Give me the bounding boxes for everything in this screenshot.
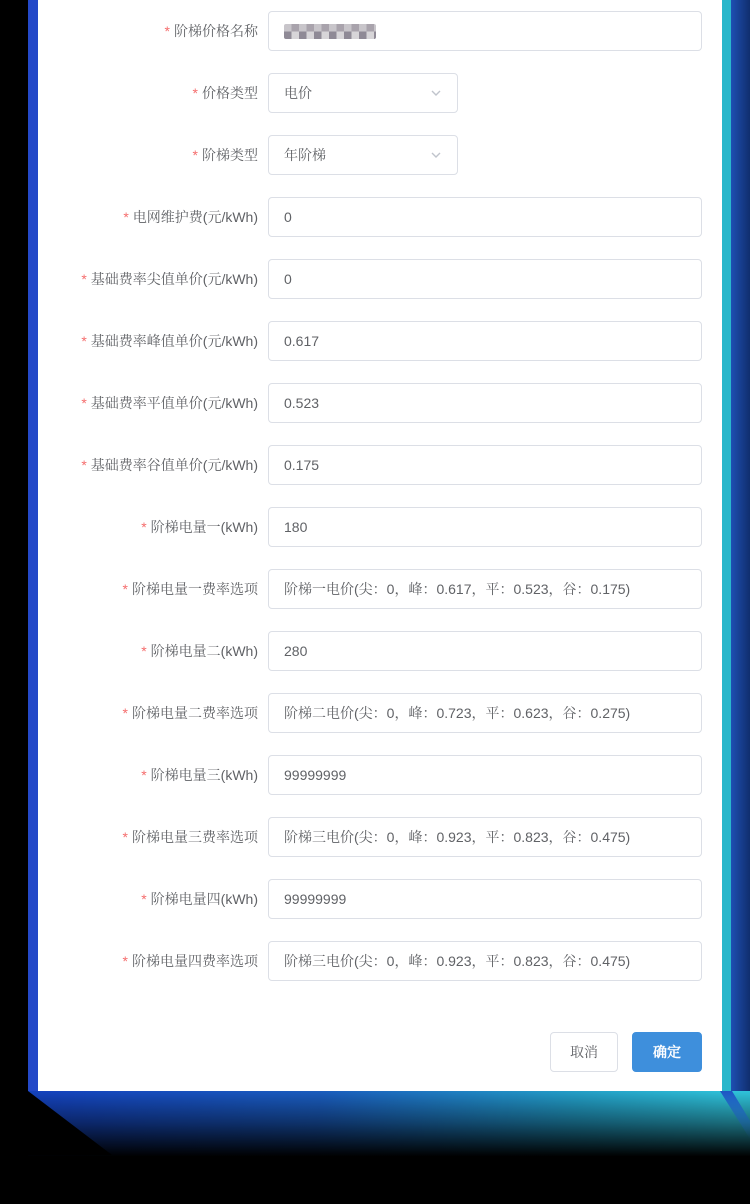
field-label-wrap xyxy=(38,135,258,175)
field-label: 价格类型 xyxy=(202,85,258,101)
input-value: 0.523 xyxy=(284,395,320,411)
field-label-wrap xyxy=(38,321,258,361)
text-input[interactable] xyxy=(268,321,702,361)
text-input[interactable] xyxy=(268,879,702,919)
required-asterisk: * xyxy=(192,147,198,163)
required-asterisk: * xyxy=(122,829,128,845)
input-value: 0 xyxy=(284,271,292,287)
required-asterisk: * xyxy=(81,333,87,349)
text-input[interactable] xyxy=(268,383,702,423)
input-value: 0 xyxy=(284,209,292,225)
field-label: 阶梯价格名称 xyxy=(174,23,258,39)
frame-right-cyan-strip xyxy=(722,0,731,1091)
field-label: 基础费率谷值单价(元/kWh) xyxy=(90,457,258,473)
field-label-wrap xyxy=(38,73,258,113)
field-row xyxy=(38,383,722,423)
field-row xyxy=(38,259,722,299)
field-row xyxy=(38,135,722,175)
field-row xyxy=(38,941,722,981)
field-label: 阶梯类型 xyxy=(202,147,258,163)
select-input[interactable] xyxy=(268,73,458,113)
field-row xyxy=(38,507,722,547)
field-row xyxy=(38,11,722,51)
text-input[interactable] xyxy=(268,197,702,237)
field-label: 阶梯电量四费率选项 xyxy=(132,953,258,969)
text-input[interactable] xyxy=(268,445,702,485)
field-label: 电网维护费(元/kWh) xyxy=(132,209,258,225)
bevel-triangle-left xyxy=(28,1091,112,1155)
field-row xyxy=(38,879,722,919)
field-label: 阶梯电量四(kWh) xyxy=(150,891,258,907)
field-row xyxy=(38,197,722,237)
frame-right-blue-strip xyxy=(731,0,750,1091)
form-panel xyxy=(38,0,722,1091)
required-asterisk: * xyxy=(122,581,128,597)
field-label-wrap xyxy=(38,879,258,919)
bevel-sliver-right xyxy=(720,1091,750,1139)
required-asterisk: * xyxy=(164,23,170,39)
field-label: 阶梯电量二(kWh) xyxy=(150,643,258,659)
text-input[interactable] xyxy=(268,941,702,981)
field-row xyxy=(38,817,722,857)
text-input[interactable] xyxy=(268,631,702,671)
bottom-gradient-band xyxy=(28,1091,750,1204)
text-input[interactable] xyxy=(268,569,702,609)
select-value: 电价 xyxy=(284,85,312,101)
field-label-wrap xyxy=(38,11,258,51)
required-asterisk: * xyxy=(123,209,129,225)
required-asterisk: * xyxy=(81,457,87,473)
field-label-wrap xyxy=(38,507,258,547)
field-row xyxy=(38,693,722,733)
field-label: 阶梯电量三费率选项 xyxy=(132,829,258,845)
field-label: 阶梯电量二费率选项 xyxy=(132,705,258,721)
text-input[interactable] xyxy=(268,11,702,51)
required-asterisk: * xyxy=(141,767,147,783)
field-label-wrap xyxy=(38,693,258,733)
field-label: 阶梯电量三(kWh) xyxy=(150,767,258,783)
required-asterisk: * xyxy=(192,85,198,101)
field-row xyxy=(38,631,722,671)
input-value: 阶梯二电价(尖：0，峰：0.723，平：0.623，谷：0.275) xyxy=(284,705,631,721)
select-value: 年阶梯 xyxy=(284,147,326,163)
field-row xyxy=(38,445,722,485)
text-input[interactable] xyxy=(268,507,702,547)
input-value: 阶梯三电价(尖：0，峰：0.923，平：0.823，谷：0.475) xyxy=(284,829,631,845)
required-asterisk: * xyxy=(141,519,147,535)
field-label-wrap xyxy=(38,817,258,857)
field-label-wrap xyxy=(38,197,258,237)
text-input[interactable] xyxy=(268,817,702,857)
field-label-wrap xyxy=(38,259,258,299)
input-value: 阶梯三电价(尖：0，峰：0.923，平：0.823，谷：0.475) xyxy=(284,953,631,969)
required-asterisk: * xyxy=(141,643,147,659)
field-label: 基础费率峰值单价(元/kWh) xyxy=(90,333,258,349)
cancel-button[interactable]: 取消 xyxy=(550,1032,618,1072)
field-label: 基础费率平值单价(元/kWh) xyxy=(90,395,258,411)
input-value: 阶梯一电价(尖：0，峰：0.617，平：0.523，谷：0.175) xyxy=(284,581,631,597)
required-asterisk: * xyxy=(122,953,128,969)
text-input[interactable] xyxy=(268,259,702,299)
confirm-button[interactable]: 确定 xyxy=(632,1032,702,1072)
field-row xyxy=(38,569,722,609)
field-label-wrap xyxy=(38,755,258,795)
frame-left-strip xyxy=(28,0,38,1091)
required-asterisk: * xyxy=(122,705,128,721)
input-value: 0.175 xyxy=(284,457,320,473)
input-value: 180 xyxy=(284,519,308,535)
field-label: 阶梯电量一(kWh) xyxy=(150,519,258,535)
required-asterisk: * xyxy=(81,395,87,411)
field-label-wrap xyxy=(38,941,258,981)
field-label-wrap xyxy=(38,383,258,423)
required-asterisk: * xyxy=(81,271,87,287)
input-value: 280 xyxy=(284,643,308,659)
text-input[interactable] xyxy=(268,755,702,795)
input-value: 99999999 xyxy=(284,891,347,907)
field-label-wrap xyxy=(38,445,258,485)
input-value: 0.617 xyxy=(284,333,320,349)
field-label: 基础费率尖值单价(元/kWh) xyxy=(90,271,258,287)
form-footer xyxy=(38,1032,722,1072)
required-asterisk: * xyxy=(141,891,147,907)
chevron-down-icon xyxy=(430,149,442,161)
text-input[interactable] xyxy=(268,693,702,733)
field-row xyxy=(38,321,722,361)
field-row xyxy=(38,755,722,795)
field-label-wrap xyxy=(38,631,258,671)
form-rows xyxy=(38,11,722,981)
field-label-wrap xyxy=(38,569,258,609)
field-label: 阶梯电量一费率选项 xyxy=(132,581,258,597)
redacted-value xyxy=(284,24,376,39)
select-input[interactable] xyxy=(268,135,458,175)
input-value: 99999999 xyxy=(284,767,347,783)
field-row xyxy=(38,73,722,113)
chevron-down-icon xyxy=(430,87,442,99)
